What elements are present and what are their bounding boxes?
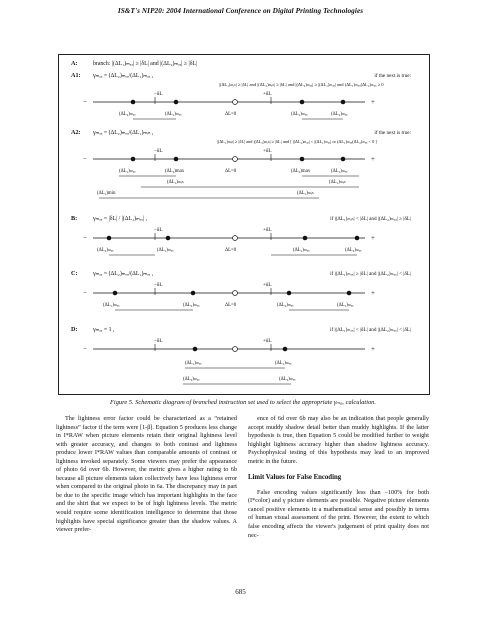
case-c-tick-5: (ΔL₁)ₘₐₓ <box>337 303 354 308</box>
case-b-formula: γₘₐₓ = |δL| / |(ΔL₁)ₘₐₓ| , <box>93 216 147 222</box>
case-c-tick-2: (ΔL₂)ₘₐₓ <box>183 303 200 308</box>
case-c-axis-minus: − <box>83 289 87 297</box>
case-b-axis-minus: − <box>83 234 87 242</box>
page-number: 685 <box>235 588 246 596</box>
case-b-tick-4: (ΔL₁)ₘₐₓ <box>293 248 310 253</box>
case-c-axis-plus: + <box>371 289 375 297</box>
right-paragraph-1: ence of 6d over 6b may also be an indication that people generally accept muddy shadow detail better than muddy highlights. If the latter hypothesis is true, then Equation 5 could be modified further to weight highlight lightness accuracy higher than shadow lightness accuracy. Psychophysical testing of this hypothesis may lead to an improved metric in the future. <box>248 415 429 465</box>
case-a2-tick-5: (ΔL₁)ₘₐₓ <box>331 169 348 174</box>
case-c-cond-text: if |(ΔL₁)ₘₐₓ| ≥ |δL| and |(ΔL₂)ₘₐₓ| < |δL| <box>330 271 411 277</box>
header-text: branch: |(ΔL₁)ₘₐₓ| ≥ |δL| and |(ΔL₂)ₘₐₓ| ≥ |δL| <box>93 61 198 67</box>
case-a1-tick-2: (ΔL₁)ₘₐₓ <box>165 112 182 117</box>
figure-caption: Figure 5. Schematic diagram of branched instruction set used to select the appropriate γₘₐₓ calculation. <box>110 399 376 406</box>
case-c-formula: γₘₐₓ = (ΔL₂)ₘₐₓ/(ΔL₁)ₘₐₓ , <box>93 271 154 277</box>
case-d-plus-dl: +δL <box>263 338 272 344</box>
case-a2-minus-dl: −δL <box>154 148 163 154</box>
case-d-lower-tick-1: (ΔL₂)ₘₐₓ <box>183 377 200 382</box>
case-d-axis-plus: + <box>371 345 375 353</box>
case-a1-minus-dl: −δL <box>154 91 163 97</box>
case-d-formula: γₘₐₓ = 1 , <box>93 327 115 333</box>
case-a2-tick-1: (ΔL₁)ₘₐₓ <box>119 169 136 174</box>
case-a2-label: A2: <box>71 129 81 136</box>
case-c-tick-3: ΔL=0 <box>225 303 237 308</box>
header-label: A: <box>71 60 78 67</box>
case-b-cond-text: if |(ΔL₁)ₘᵢₙ| < |δL| and |(ΔL₂)ₘₐₓ| ≥ |δL| <box>330 216 411 222</box>
case-a1-cond-title: if the next is true: <box>374 73 411 79</box>
case-a2-tick-3: ΔL=0 <box>225 169 237 174</box>
case-a1-formula: γₘₐₓ = (ΔL₂)ₘₐₓ/(ΔL₁)ₘₐₓ , <box>93 73 154 79</box>
case-c-minus-dl: −δL <box>154 282 163 288</box>
case-b-tick-2: (ΔL₁)ₘₐₓ <box>157 248 174 253</box>
case-a2-extra-2: (ΔL₁)ₘᵢₙ <box>329 180 346 185</box>
case-a1 <box>71 72 412 119</box>
section-heading: Limit Values for False Encoding <box>248 474 342 482</box>
case-a2-cond-text: |(ΔL₁)ₘᵢₙ| ≥ |δL| and |(ΔL₂)ₘᵢₙ| ≥ |δL| and [ |(ΔL₂)ₘₐₓ| < |(ΔL₁)ₘₐₓ| or (ΔL₁)ₘₐₓ(ΔL₂)ₘₐₓ < 0 ] <box>217 139 377 144</box>
left-paragraph: The lightness error factor could be characterized as a “retained lightness” factor if the term were [1-β]. Equation 5 produces less change in I*RAW when picture elements retain their original lightness level with greater accuracy, and changes to both contrast and lightness produce lower I*RAW values than comparable amounts of contrast or lightness invoked separately. Some viewers may prefer the appearance of photo 6d over 6b. However, the metric gives a higher rating to 6b because all picture elements taken collectively have less lightness error when compared to the original photo in 6a. The discrepancy may in part be due to the specific image which has important highlights in the face and the shirt that we expect to be of high lightness levels. The metric would require scene identification intelligence to determine that those highlights have special significance greater than the shadow values. A viewer prefer- <box>56 415 237 534</box>
case-a2-axis-plus: + <box>371 155 375 163</box>
case-a1-tick-1: (ΔL₂)ₘₐₓ <box>119 112 136 117</box>
case-a2-plus-dl: +δL <box>263 148 272 154</box>
case-a2-axis-minus: − <box>83 155 87 163</box>
figure-5-diagram <box>58 54 430 395</box>
case-d-cond-text: if |(ΔL₁)ₘₐₓ| < |δL| and |(ΔL₂)ₘₐₓ| < |δL| <box>330 327 411 333</box>
case-a2-extra-1: (ΔL₁)ₘᵢₙ <box>167 180 184 185</box>
case-a2-tick-2: (ΔL₂)max <box>165 169 185 174</box>
case-a1-axis-minus: − <box>83 98 87 106</box>
case-c-label: C: <box>71 270 78 277</box>
case-d-minus-dl: −δL <box>154 338 163 344</box>
case-b-label: B: <box>71 215 78 222</box>
case-b-tick-5: (ΔL₂)ₘₐₓ <box>345 248 362 253</box>
case-c-tick-4: (ΔL₂)ₘₐₓ <box>277 303 294 308</box>
case-a1-cond-text: |(ΔL₁)ₘᵢₙ| ≥ |δL| and |(ΔL₂)ₘᵢₙ| ≥ |δL| and |(ΔL₂)ₘₐₓ| ≥ |(ΔL₁)ₘₐₓ| and (ΔL₁)ₘₐₓ(ΔL₂)ₘₐₓ ≥ 0 <box>219 82 384 87</box>
case-d <box>71 326 411 384</box>
case-a2 <box>71 129 412 198</box>
case-b-tick-3: ΔL=0 <box>225 248 237 253</box>
case-a1-tick-4: (ΔL₁)ₘₐₓ <box>291 112 308 117</box>
case-a2-formula: γₘₐₓ = (ΔL₂)ₘₐₓ/(ΔL₁)ₘᵢₙ , <box>93 130 154 136</box>
case-a1-tick-5: (ΔL₂)ₘₐₓ <box>331 112 348 117</box>
case-d-tick-2: (ΔL₁)ₘₐₓ <box>275 361 292 366</box>
case-a2-extra-4: (ΔL₁)ₘᵢₙ <box>297 191 314 196</box>
case-a1-axis-plus: + <box>371 98 375 106</box>
case-a2-cond-title: if the next is true: <box>374 130 411 136</box>
running-head: IS&T's NIP20: 2004 International Conference on Digital Printing Technologies <box>117 7 364 15</box>
case-d-label: D: <box>71 326 78 333</box>
case-b-axis-plus: + <box>371 234 375 242</box>
left-column <box>56 415 237 535</box>
right-paragraph-2: False encoding values significantly less than –100% for both (I*color) and γ picture elements are possible. Negative picture elements cancel positive elements in a mathematical sense and possibly in terms of human visual assessment of the print. However, the extent to which false encoding affects the viewer's judgement of print quality does not nec- <box>248 488 429 539</box>
case-a1-tick-3: ΔL=0 <box>225 112 237 117</box>
branch-diagram-svg <box>59 55 429 394</box>
case-d-axis-minus: − <box>83 345 87 353</box>
case-a1-plus-dl: +δL <box>263 91 272 97</box>
case-b <box>71 215 411 255</box>
case-a2-extra-3: (ΔL₁)min <box>97 191 116 196</box>
case-d-tick-1: (ΔL₁)ₘₐₓ <box>185 361 202 366</box>
case-c-plus-dl: +δL <box>263 282 272 288</box>
case-a1-label: A1: <box>71 72 81 79</box>
case-b-plus-dl: +δL <box>263 227 272 233</box>
case-b-minus-dl: −δL <box>154 227 163 233</box>
right-column <box>248 415 429 540</box>
case-d-lower-tick-2: (ΔL₂)ₘₐₓ <box>279 377 296 382</box>
case-a2-tick-4: (ΔL₂)max <box>291 169 311 174</box>
case-b-tick-1: (ΔL₂)ₘₐₓ <box>97 248 114 253</box>
case-c <box>71 270 411 310</box>
case-c-tick-1: (ΔL₁)ₘₐₓ <box>103 303 120 308</box>
